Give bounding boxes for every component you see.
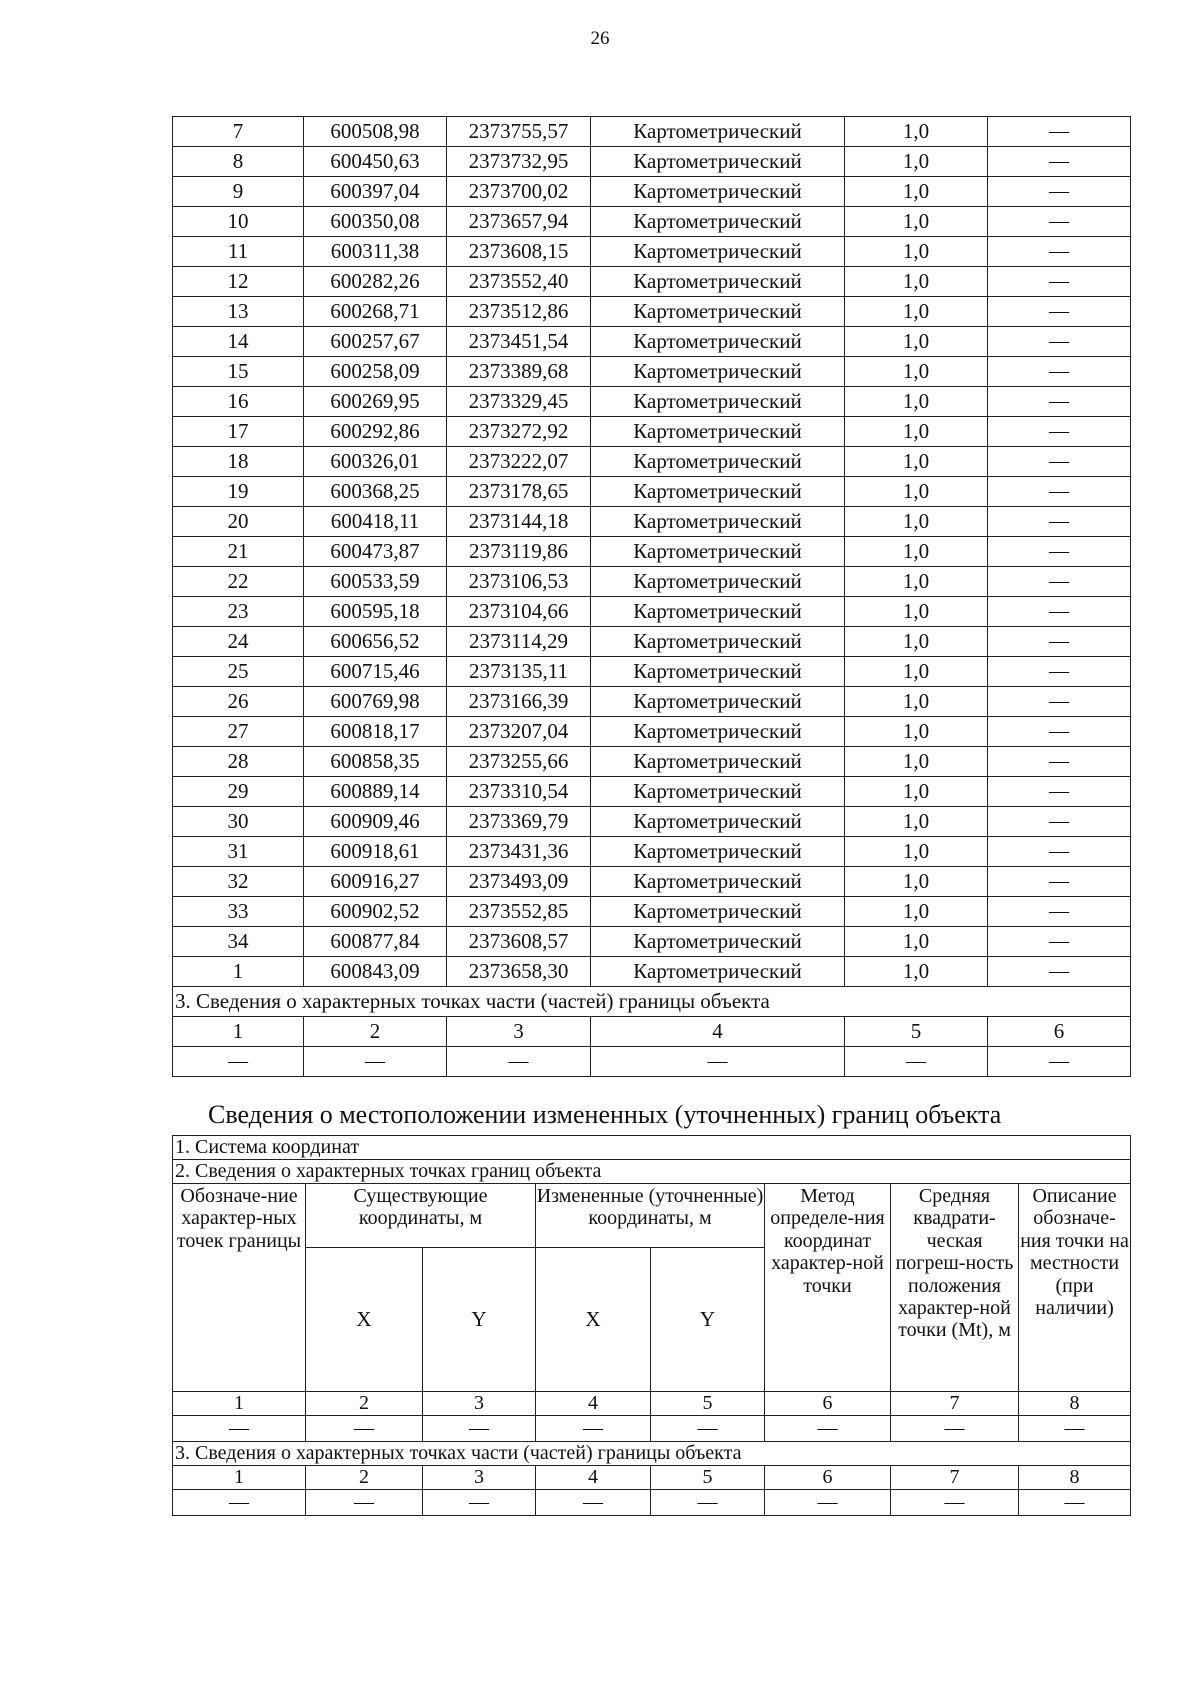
table-cell: 2	[306, 1466, 423, 1490]
table-cell: —	[988, 867, 1131, 897]
table-cell: —	[988, 507, 1131, 537]
table-cell: 3	[423, 1466, 536, 1490]
table-cell: —	[988, 807, 1131, 837]
table-cell: 1,0	[845, 777, 988, 807]
table-row	[173, 837, 1131, 867]
table-row	[173, 597, 1131, 627]
table-row	[173, 417, 1131, 447]
coordinates-table	[172, 116, 1131, 1077]
table-cell: 2	[306, 1392, 423, 1416]
table-cell: 600282,26	[304, 267, 447, 297]
table-cell: —	[423, 1416, 536, 1442]
table-cell: 1,0	[845, 957, 988, 987]
table-cell: Картометрический	[591, 327, 845, 357]
table-cell: 5	[651, 1466, 765, 1490]
table-cell: —	[591, 1047, 845, 1077]
part-boundary-points-label: 3. Сведения о характерных точках части (частей) границы объекта	[173, 1442, 1131, 1466]
table-cell: 1,0	[845, 237, 988, 267]
table-cell: 2373310,54	[447, 777, 591, 807]
table-cell: 600916,27	[304, 867, 447, 897]
table-cell: 1,0	[845, 627, 988, 657]
table-row	[173, 477, 1131, 507]
table-cell: 1,0	[845, 387, 988, 417]
table-cell: 600889,14	[304, 777, 447, 807]
table-cell: —	[988, 207, 1131, 237]
table-cell: —	[988, 237, 1131, 267]
table-cell: —	[988, 687, 1131, 717]
table-cell: 1,0	[845, 807, 988, 837]
table-cell: 1	[173, 957, 304, 987]
table-cell: —	[1019, 1416, 1131, 1442]
table-cell: 2373329,45	[447, 387, 591, 417]
section2-row	[173, 1160, 1131, 1184]
header-method: Метод определе-ния координат характер-ной точки	[765, 1184, 891, 1392]
table-cell: Картометрический	[591, 477, 845, 507]
table-cell: 1,0	[845, 837, 988, 867]
table-cell: 2373493,09	[447, 867, 591, 897]
table-row	[173, 687, 1131, 717]
section3-numbers-row	[173, 1466, 1131, 1490]
table-cell: 600769,98	[304, 687, 447, 717]
table-cell: Картометрический	[591, 777, 845, 807]
table-cell: —	[988, 267, 1131, 297]
table-cell: 600508,98	[304, 117, 447, 147]
table-row	[173, 207, 1131, 237]
section3-dashes-row	[173, 1047, 1131, 1077]
table-cell: 2373207,04	[447, 717, 591, 747]
table-cell: 600292,86	[304, 417, 447, 447]
table-cell: 29	[173, 777, 304, 807]
table-cell: 1,0	[845, 567, 988, 597]
table-cell: —	[988, 927, 1131, 957]
table-row	[173, 717, 1131, 747]
table-cell: Картометрический	[591, 267, 845, 297]
table-cell: 23	[173, 597, 304, 627]
table-cell: 4	[536, 1466, 651, 1490]
changed-boundaries-table	[172, 1135, 1131, 1516]
table-cell: 8	[1019, 1392, 1131, 1416]
table-cell: —	[988, 177, 1131, 207]
table-cell: 2373178,65	[447, 477, 591, 507]
table-cell: —	[988, 537, 1131, 567]
table-cell: Картометрический	[591, 897, 845, 927]
table-cell: —	[306, 1416, 423, 1442]
table-row	[173, 297, 1131, 327]
table-cell: 2373222,07	[447, 447, 591, 477]
boundary-points-label: 2. Сведения о характерных точках границ объекта	[173, 1160, 1131, 1184]
table-cell: Картометрический	[591, 117, 845, 147]
header-description: Описание обозначе-ния точки на местности (при наличии)	[1019, 1184, 1131, 1392]
table-cell: 600473,87	[304, 537, 447, 567]
table-row	[173, 657, 1131, 687]
table-cell: 600877,84	[304, 927, 447, 957]
table-cell: 1,0	[845, 597, 988, 627]
table-cell: 10	[173, 207, 304, 237]
header-existing-x: X	[306, 1248, 423, 1392]
table-cell: —	[988, 327, 1131, 357]
table-cell: —	[447, 1047, 591, 1077]
table-cell: —	[173, 1047, 304, 1077]
table-cell: —	[988, 1047, 1131, 1077]
table-cell: 19	[173, 477, 304, 507]
table-cell: 600858,35	[304, 747, 447, 777]
table-cell: 2373755,57	[447, 117, 591, 147]
section3-dashes-row	[173, 1490, 1131, 1516]
table-cell: —	[891, 1490, 1019, 1516]
table-cell: 26	[173, 687, 304, 717]
table-cell: 2373389,68	[447, 357, 591, 387]
table-cell: 20	[173, 507, 304, 537]
table-cell: 600326,01	[304, 447, 447, 477]
table-cell: —	[988, 777, 1131, 807]
table-cell: 31	[173, 837, 304, 867]
table-cell: Картометрический	[591, 717, 845, 747]
table-cell: 21	[173, 537, 304, 567]
table-cell: Картометрический	[591, 597, 845, 627]
table-cell: Картометрический	[591, 687, 845, 717]
table-cell: 600269,95	[304, 387, 447, 417]
table-cell: 1,0	[845, 267, 988, 297]
table-row	[173, 507, 1131, 537]
table-cell: Картометрический	[591, 537, 845, 567]
table-cell: Картометрический	[591, 567, 845, 597]
table-cell: 9	[173, 177, 304, 207]
table-cell: 2373369,79	[447, 807, 591, 837]
table-cell: 2373608,15	[447, 237, 591, 267]
table-row	[173, 267, 1131, 297]
table-cell: 5	[845, 1017, 988, 1047]
table-cell: —	[765, 1490, 891, 1516]
table-cell: 7	[891, 1392, 1019, 1416]
table-cell: 600595,18	[304, 597, 447, 627]
table-cell: Картометрический	[591, 807, 845, 837]
table-cell: Картометрический	[591, 417, 845, 447]
table-cell: 2373552,40	[447, 267, 591, 297]
table-cell: 600418,11	[304, 507, 447, 537]
table-cell: 4	[536, 1392, 651, 1416]
table-cell: —	[988, 597, 1131, 627]
table-row	[173, 867, 1131, 897]
table-cell: —	[173, 1416, 306, 1442]
table-cell: 1,0	[845, 327, 988, 357]
table-cell: —	[988, 747, 1131, 777]
table-cell: 600258,09	[304, 357, 447, 387]
header-changed-x: X	[536, 1248, 651, 1392]
table-cell: —	[988, 117, 1131, 147]
table-cell: 2373451,54	[447, 327, 591, 357]
section3-title: 3. Сведения о характерных точках части (частей) границы объекта	[173, 987, 1131, 1017]
table-cell: 2373552,85	[447, 897, 591, 927]
table-cell: 600450,63	[304, 147, 447, 177]
table-row	[173, 627, 1131, 657]
page-number: 26	[590, 28, 610, 49]
table-cell: Картометрический	[591, 957, 845, 987]
table-cell: —	[423, 1490, 536, 1516]
table-cell: 1	[173, 1466, 306, 1490]
section3-row	[173, 1442, 1131, 1466]
table-cell: 34	[173, 927, 304, 957]
table-cell: 1,0	[845, 747, 988, 777]
table-cell: 1,0	[845, 477, 988, 507]
table-cell: 600368,25	[304, 477, 447, 507]
table-cell: 2373657,94	[447, 207, 591, 237]
table-cell: —	[173, 1490, 306, 1516]
table-cell: —	[988, 567, 1131, 597]
table-cell: 2373431,36	[447, 837, 591, 867]
table-cell: 1,0	[845, 507, 988, 537]
section3-numbers-row	[173, 1017, 1131, 1047]
dashes-row	[173, 1416, 1131, 1442]
table-cell: —	[988, 657, 1131, 687]
table-cell: Картометрический	[591, 837, 845, 867]
table-cell: 600715,46	[304, 657, 447, 687]
table-cell: —	[651, 1490, 765, 1516]
table-cell: 6	[765, 1466, 891, 1490]
table-cell: 2373512,86	[447, 297, 591, 327]
table-row	[173, 147, 1131, 177]
table-cell: 1,0	[845, 897, 988, 927]
table-cell: 1,0	[845, 717, 988, 747]
table-row	[173, 567, 1131, 597]
table-cell: 1,0	[845, 117, 988, 147]
table-cell: 2373272,92	[447, 417, 591, 447]
table-row	[173, 237, 1131, 267]
table-cell: Картометрический	[591, 507, 845, 537]
table-row	[173, 897, 1131, 927]
table-cell: —	[845, 1047, 988, 1077]
table-cell: 2373135,11	[447, 657, 591, 687]
table-cell: 1,0	[845, 537, 988, 567]
table-row	[173, 447, 1131, 477]
header-existing-y: Y	[423, 1248, 536, 1392]
column-numbers-row	[173, 1392, 1131, 1416]
table-cell: 1,0	[845, 867, 988, 897]
table-cell: Картометрический	[591, 747, 845, 777]
table-cell: 2373104,66	[447, 597, 591, 627]
table-cell: 5	[651, 1392, 765, 1416]
table-row	[173, 927, 1131, 957]
table-cell: 17	[173, 417, 304, 447]
table-cell: Картометрический	[591, 147, 845, 177]
table-cell: —	[988, 417, 1131, 447]
table-cell: 33	[173, 897, 304, 927]
table-cell: —	[891, 1416, 1019, 1442]
table-cell: Картометрический	[591, 207, 845, 237]
table-cell: 600268,71	[304, 297, 447, 327]
table-cell: 600656,52	[304, 627, 447, 657]
table-cell: 18	[173, 447, 304, 477]
table-row	[173, 747, 1131, 777]
table-cell: Картометрический	[591, 927, 845, 957]
table-cell: —	[988, 837, 1131, 867]
table-cell: 3	[423, 1392, 536, 1416]
table-cell: 32	[173, 867, 304, 897]
table-cell: 7	[891, 1466, 1019, 1490]
table-cell: 2	[304, 1017, 447, 1047]
table-cell: 2373658,30	[447, 957, 591, 987]
table-cell: 600350,08	[304, 207, 447, 237]
header-point-designation: Обозначе-ние характер-ных точек границы	[173, 1184, 306, 1392]
table-cell: 1,0	[845, 177, 988, 207]
table-cell: 2373166,39	[447, 687, 591, 717]
table-cell: —	[536, 1490, 651, 1516]
table-cell: Картометрический	[591, 387, 845, 417]
table-cell: 28	[173, 747, 304, 777]
table-cell: 2373255,66	[447, 747, 591, 777]
table-cell: 13	[173, 297, 304, 327]
table-cell: 25	[173, 657, 304, 687]
header-row	[173, 1184, 1131, 1248]
table-cell: 2373732,95	[447, 147, 591, 177]
table-cell: 2373119,86	[447, 537, 591, 567]
table-cell: 1,0	[845, 927, 988, 957]
table-cell: —	[988, 357, 1131, 387]
table-cell: 2373700,02	[447, 177, 591, 207]
table-cell: 7	[173, 117, 304, 147]
table-cell: Картометрический	[591, 357, 845, 387]
table-cell: 600311,38	[304, 237, 447, 267]
table-cell: 24	[173, 627, 304, 657]
table-row	[173, 177, 1131, 207]
table-cell: 600257,67	[304, 327, 447, 357]
table-cell: 600397,04	[304, 177, 447, 207]
table-cell: 1,0	[845, 207, 988, 237]
header-changed-coordinates: Измененные (уточненные) координаты, м	[536, 1184, 765, 1248]
table-cell: —	[988, 957, 1131, 987]
table-cell: —	[988, 717, 1131, 747]
table-cell: 1,0	[845, 447, 988, 477]
table-cell: 600909,46	[304, 807, 447, 837]
table-cell: 1,0	[845, 357, 988, 387]
table-cell: 1,0	[845, 657, 988, 687]
section1-row	[173, 1136, 1131, 1160]
table-cell: 8	[1019, 1466, 1131, 1490]
table-cell: 14	[173, 327, 304, 357]
table-cell: 1,0	[845, 297, 988, 327]
coordinate-system-label: 1. Система координат	[173, 1136, 1131, 1160]
table-cell: 2373144,18	[447, 507, 591, 537]
table-cell: 2373114,29	[447, 627, 591, 657]
table-cell: 2373608,57	[447, 927, 591, 957]
table-cell: 6	[988, 1017, 1131, 1047]
table-cell: Картометрический	[591, 867, 845, 897]
table-cell: 1,0	[845, 417, 988, 447]
changed-boundaries-title: Сведения о местоположении измененных (уточненных) границ объекта	[208, 1100, 1002, 1129]
table-cell: 11	[173, 237, 304, 267]
header-existing-coordinates: Существующие координаты, м	[306, 1184, 536, 1248]
table-cell: —	[988, 627, 1131, 657]
table-cell: 3	[447, 1017, 591, 1047]
table-cell: 30	[173, 807, 304, 837]
table-cell: 600902,52	[304, 897, 447, 927]
table-cell: 600843,09	[304, 957, 447, 987]
table-cell: 16	[173, 387, 304, 417]
table-cell: Картометрический	[591, 627, 845, 657]
table-cell: 600818,17	[304, 717, 447, 747]
table-cell: 22	[173, 567, 304, 597]
table-cell: Картометрический	[591, 237, 845, 267]
table-cell: 600533,59	[304, 567, 447, 597]
table-cell: 600918,61	[304, 837, 447, 867]
table-cell: —	[988, 897, 1131, 927]
table-cell: —	[304, 1047, 447, 1077]
table-cell: —	[765, 1416, 891, 1442]
section3-title-row	[173, 987, 1131, 1017]
table-cell: Картометрический	[591, 177, 845, 207]
table-cell: —	[1019, 1490, 1131, 1516]
table-row	[173, 957, 1131, 987]
table-cell: Картометрический	[591, 447, 845, 477]
table-cell: 4	[591, 1017, 845, 1047]
table-cell: 1	[173, 1017, 304, 1047]
table-cell: 1,0	[845, 687, 988, 717]
table-row	[173, 117, 1131, 147]
table-cell: Картометрический	[591, 297, 845, 327]
table-cell: —	[988, 477, 1131, 507]
table-cell: 1	[173, 1392, 306, 1416]
table-cell: —	[306, 1490, 423, 1516]
table-cell: Картометрический	[591, 657, 845, 687]
table-cell: —	[651, 1416, 765, 1442]
table-cell: —	[988, 387, 1131, 417]
table-cell: 6	[765, 1392, 891, 1416]
table-row	[173, 537, 1131, 567]
table-row	[173, 387, 1131, 417]
table-row	[173, 777, 1131, 807]
table-cell: 2373106,53	[447, 567, 591, 597]
table-cell: —	[536, 1416, 651, 1442]
table-row	[173, 807, 1131, 837]
table-cell: 12	[173, 267, 304, 297]
table-cell: 1,0	[845, 147, 988, 177]
table-cell: —	[988, 297, 1131, 327]
table-cell: 15	[173, 357, 304, 387]
table-cell: 27	[173, 717, 304, 747]
table-cell: —	[988, 147, 1131, 177]
table-row	[173, 357, 1131, 387]
table-row	[173, 327, 1131, 357]
header-changed-y: Y	[651, 1248, 765, 1392]
table-cell: 8	[173, 147, 304, 177]
header-mean-error: Средняя квадрати-ческая погреш-ность положения характер-ной точки (Mt), м	[891, 1184, 1019, 1392]
table-cell: —	[988, 447, 1131, 477]
